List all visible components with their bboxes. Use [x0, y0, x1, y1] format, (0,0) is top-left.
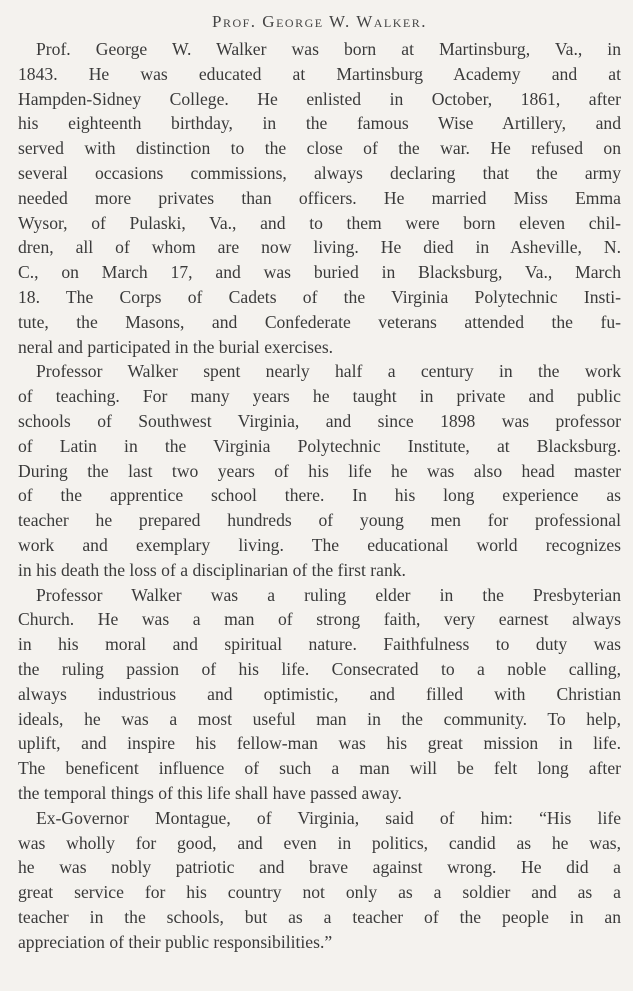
text-line: needed more privates than officers. He married Miss Emma: [18, 187, 621, 208]
text-line: appreciation of their public responsibilities.”: [18, 931, 333, 952]
text-line: work and exemplary living. The educational world recognizes: [18, 534, 621, 555]
text-line: his eighteenth birthday, in the famous Wise Artillery, and: [18, 113, 621, 134]
paragraph: [18, 359, 621, 582]
text-line: Ex-Governor Montague, of Virginia, said of him: “His life: [36, 807, 621, 828]
text-line: teacher in the schools, but as a teacher of the people in an: [18, 906, 621, 927]
text-line: ideals, he was a most useful man in the community. To help,: [18, 708, 621, 729]
text-line: Church. He was a man of strong faith, very earnest always: [18, 609, 621, 630]
text-line: served with distinction to the close of the war. He refused on: [18, 138, 621, 159]
text-line: of teaching. For many years he taught in private and public: [18, 386, 621, 407]
text-line: the ruling passion of his life. Consecrated to a noble calling,: [18, 658, 621, 679]
text-line: of Latin in the Virginia Polytechnic Institute, at Blacksburg.: [18, 435, 621, 456]
paragraph: [18, 583, 621, 806]
text-line: teacher he prepared hundreds of young men for professional: [18, 510, 621, 531]
text-line: the temporal things of this life shall have passed away.: [18, 782, 402, 803]
text-line: he was nobly patriotic and brave against wrong. He did a: [18, 857, 621, 878]
text-line: always industrious and optimistic, and filled with Christian: [18, 683, 621, 704]
text-line: 1843. He was educated at Martinsburg Academy and at: [18, 63, 621, 84]
text-line: Prof. George W. Walker was born at Martinsburg, Va., in: [36, 39, 621, 59]
text-line: 18. The Corps of Cadets of the Virginia Polytechnic Insti-: [18, 286, 621, 307]
text-line: Professor Walker spent nearly half a century in the work: [36, 361, 621, 382]
text-line: Hampden-Sidney College. He enlisted in October, 1861, after: [18, 88, 621, 109]
paragraph: [18, 37, 621, 359]
text-line: of the apprentice school there. In his long experience as: [18, 485, 621, 506]
text-line: several occasions commissions, always declaring that the army: [18, 162, 621, 183]
text-line: was wholly for good, and even in politics, candid as he was,: [18, 832, 621, 853]
text-line: great service for his country not only as a soldier and as a: [18, 882, 621, 903]
text-line: The beneficent influence of such a man will be felt long after: [18, 758, 621, 779]
text-line: Wysor, of Pulaski, Va., and to them were born eleven chil-: [18, 212, 621, 233]
text-line: tute, the Masons, and Confederate veterans attended the fu-: [18, 311, 621, 332]
text-line: dren, all of whom are now living. He died in Asheville, N.: [18, 237, 621, 258]
text-line: C., on March 17, and was buried in Blacksburg, Va., March: [18, 262, 621, 283]
text-line: in his moral and spiritual nature. Faithfulness to duty was: [18, 634, 621, 655]
text-line: schools of Southwest Virginia, and since 1898 was professor: [18, 410, 621, 431]
text-line: uplift, and inspire his fellow-man was his great mission in life.: [18, 733, 621, 754]
article-body: [18, 37, 621, 954]
text-line: neral and participated in the burial exercises.: [18, 336, 334, 357]
text-line: Professor Walker was a ruling elder in the Presbyterian: [36, 584, 621, 605]
text-line: in his death the loss of a disciplinarian of the first rank.: [18, 559, 406, 580]
article-title: Prof. George W. Walker.: [212, 12, 427, 31]
text-line: During the last two years of his life he was also head master: [18, 460, 621, 481]
paragraph: [18, 806, 621, 955]
